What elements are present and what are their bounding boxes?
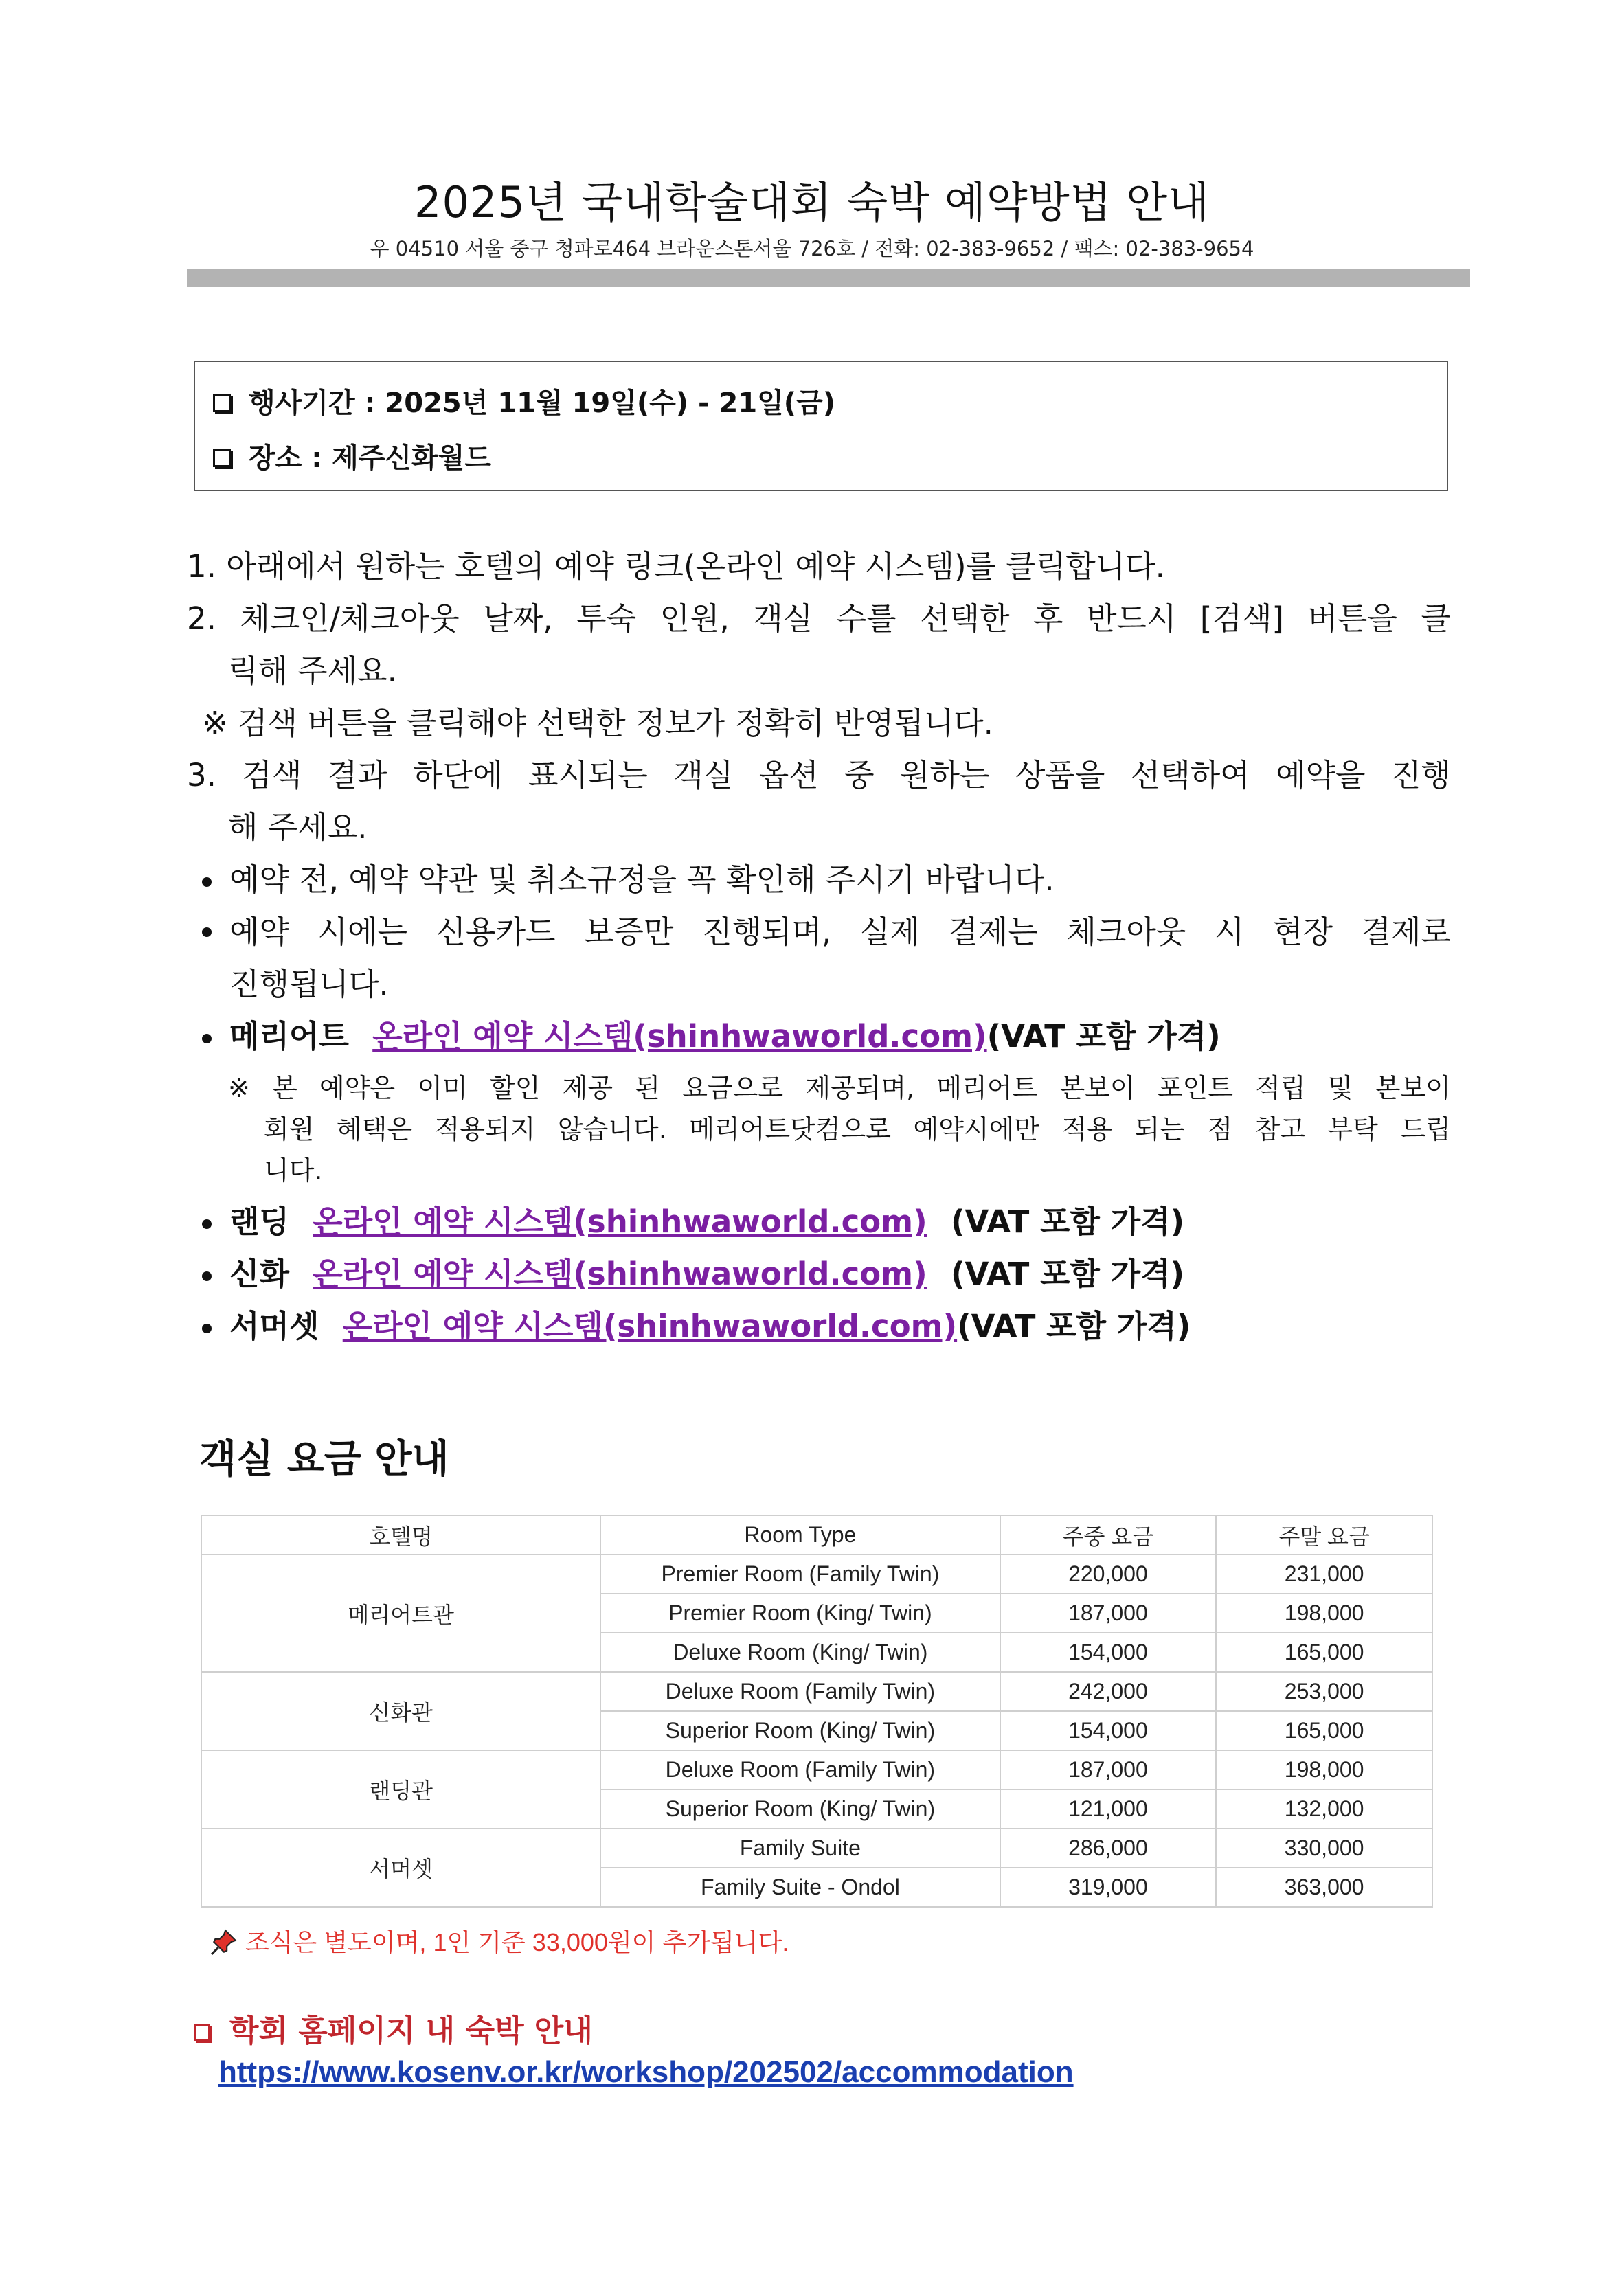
weekend-rate-cell: 198,000: [1216, 1594, 1432, 1633]
payment-note-word: 체크아웃: [1066, 914, 1186, 950]
event-info-box: [194, 361, 1448, 491]
header-weekday-rate: 주중 요금: [1000, 1515, 1217, 1555]
room-type-cell: Deluxe Room (King/ Twin): [600, 1633, 1000, 1672]
bullet-icon: [202, 1271, 212, 1281]
marriott-note-line-2: [264, 1116, 1451, 1142]
weekend-rate-cell: 231,000: [1216, 1555, 1432, 1594]
marriott-note-word: 포인트: [1157, 1073, 1233, 1103]
marriott-note-word: 메리어트: [936, 1073, 1038, 1103]
step-2-line-1: [187, 600, 1451, 637]
weekday-rate-cell: 220,000: [1000, 1555, 1217, 1594]
bullet-icon: [202, 1219, 212, 1229]
payment-note-word: 시에는: [317, 914, 407, 950]
room-type-cell: Superior Room (King/ Twin): [600, 1789, 1000, 1829]
header-room-type: Room Type: [600, 1515, 1000, 1555]
weekend-rate-cell: 330,000: [1216, 1829, 1432, 1868]
hotel-name-cell: 서머셋: [201, 1829, 600, 1907]
marriott-note-word: 메리어트닷컴으로: [689, 1114, 891, 1144]
shinhwa-link-row: 신화 온라인 예약 시스템(shinhwaworld.com) (VAT 포함 가격): [202, 1258, 1184, 1289]
marriott-note-word: 혜택은: [336, 1114, 413, 1144]
marriott-note-word: 점: [1207, 1114, 1233, 1144]
marriott-note-word: 않습니다.: [557, 1114, 667, 1144]
step-2-word: 클: [1421, 600, 1451, 637]
marriott-note-word: 및: [1327, 1073, 1353, 1103]
weekend-rate-cell: 132,000: [1216, 1789, 1432, 1829]
step-2-word: 후: [1033, 600, 1063, 637]
bullet-icon: [202, 1324, 212, 1333]
step-3-word: 객실: [673, 757, 734, 793]
landing-link-row: 랜딩 온라인 예약 시스템(shinhwaworld.com) (VAT 포함 가격): [202, 1206, 1184, 1237]
weekday-rate-cell: 242,000: [1000, 1672, 1217, 1711]
weekend-rate-cell: 198,000: [1216, 1750, 1432, 1789]
marriott-note-word: 제공되며,: [805, 1073, 915, 1103]
marriott-note-word: 본: [272, 1073, 297, 1103]
payment-note-word: 신용카드: [436, 914, 556, 950]
step-2-word: 체크인/체크아웃: [240, 600, 460, 637]
marriott-note-word: 예약시에만: [913, 1114, 1040, 1144]
room-type-cell: Superior Room (King/ Twin): [600, 1711, 1000, 1750]
room-type-cell: Premier Room (Family Twin): [600, 1555, 1000, 1594]
header-divider: [187, 269, 1470, 287]
payment-note-word: 보증만: [584, 914, 674, 950]
weekend-rate-cell: 253,000: [1216, 1672, 1432, 1711]
accommodation-heading: 학회 홈페이지 내 숙박 안내: [194, 2006, 593, 2050]
marriott-note-word: 제공: [562, 1073, 613, 1103]
header-hotel: 호텔명: [201, 1515, 600, 1555]
hotel-name-cell: 랜딩관: [201, 1750, 600, 1829]
marriott-note-word: ※: [228, 1073, 250, 1103]
payment-note-word: 실제: [859, 914, 920, 950]
bullet-terms: 예약 전, 예약 약관 및 취소규정을 꼭 확인해 주시기 바랍니다.: [202, 864, 1055, 895]
step-3-word: 검색: [242, 757, 302, 793]
payment-note-word: 예약: [229, 914, 289, 950]
marriott-note-word: 할인: [489, 1073, 541, 1103]
weekday-rate-cell: 121,000: [1000, 1789, 1217, 1829]
payment-note-word: 현장: [1272, 914, 1333, 950]
weekday-rate-cell: 154,000: [1000, 1711, 1217, 1750]
marriott-note-word: 이미: [417, 1073, 468, 1103]
bullet-payment-line-1: [202, 914, 1451, 950]
step-2-word: 인원,: [659, 600, 730, 637]
pushpin-icon: [210, 1927, 238, 1956]
step-2-word: 선택한: [920, 600, 1010, 637]
marriott-note-word: 부탁: [1327, 1114, 1378, 1144]
room-type-cell: Deluxe Room (Family Twin): [600, 1672, 1000, 1711]
weekday-rate-cell: 319,000: [1000, 1868, 1217, 1907]
weekday-rate-cell: 154,000: [1000, 1633, 1217, 1672]
payment-note-word: 진행되며,: [702, 914, 832, 950]
weekday-rate-cell: 187,000: [1000, 1594, 1217, 1633]
step-1: 1. 아래에서 원하는 호텔의 예약 링크(온라인 예약 시스템)를 클릭합니다.: [187, 548, 1165, 585]
room-type-cell: Family Suite - Ondol: [600, 1868, 1000, 1907]
step-2-line-2: 릭해 주세요.: [228, 653, 397, 689]
marriott-note-line-3: 니다.: [264, 1155, 323, 1186]
marriott-note-word: 드립: [1400, 1114, 1451, 1144]
somerset-booking-link[interactable]: 온라인 예약 시스템(shinhwaworld.com): [342, 1308, 958, 1344]
header-weekend-rate: 주말 요금: [1216, 1515, 1432, 1555]
weekday-rate-cell: 187,000: [1000, 1750, 1217, 1789]
step-3-line-2: 해 주세요.: [228, 809, 368, 846]
weekend-rate-cell: 165,000: [1216, 1711, 1432, 1750]
marriott-note-word: 참고: [1254, 1114, 1306, 1144]
table-header-row: [201, 1515, 1432, 1555]
somerset-link-row: 서머셋 온라인 예약 시스템(shinhwaworld.com)(VAT 포함 가격): [202, 1311, 1191, 1342]
landing-booking-link[interactable]: 온라인 예약 시스템(shinhwaworld.com): [313, 1203, 927, 1240]
accommodation-url-link[interactable]: https://www.kosenv.or.kr/workshop/202502/accommodation: [218, 2055, 1074, 2089]
step-3-word: 원하는: [900, 757, 990, 793]
hotel-name-cell: 신화관: [201, 1672, 600, 1750]
step-2-word: 투숙: [576, 600, 637, 637]
step-2-word: 수를: [836, 600, 896, 637]
step-3-word: 상품을: [1015, 757, 1105, 793]
step-2-word: 객실: [753, 600, 813, 637]
bullet-icon: [202, 877, 212, 887]
step-3-word: 예약을: [1276, 757, 1366, 793]
marriott-note-word: 적용되지: [434, 1114, 536, 1144]
room-type-cell: Family Suite: [600, 1829, 1000, 1868]
checkbox-bullet-icon: [194, 2024, 210, 2041]
payment-note-word: 결제로: [1361, 914, 1451, 950]
search-button-note: ※ 검색 버튼을 클릭해야 선택한 정보가 정확히 반영됩니다.: [202, 705, 993, 741]
marriott-note-word: 본보이: [1059, 1073, 1136, 1103]
marriott-note-word: 예약은: [319, 1073, 396, 1103]
table-row: [201, 1555, 1432, 1594]
event-period: 행사기간 : 2025년 11월 19일(수) - 21일(금): [213, 381, 835, 420]
step-2-word: 날짜,: [483, 600, 553, 637]
step-3-word: 표시되는: [528, 757, 648, 793]
checkbox-bullet-icon: [213, 449, 231, 467]
shinhwa-booking-link[interactable]: 온라인 예약 시스템(shinhwaworld.com): [313, 1256, 927, 1292]
hotel-name-cell: 메리어트관: [201, 1555, 600, 1672]
marriott-note-word: 요금으로: [682, 1073, 784, 1103]
table-row: [201, 1750, 1432, 1789]
step-3-word: 중: [844, 757, 875, 793]
step-2-word: 2.: [187, 600, 216, 637]
step-3-word: 3.: [187, 757, 216, 793]
marriott-note-word: 적립: [1255, 1073, 1306, 1103]
breakfast-note: 조식은 별도이며, 1인 기준 33,000원이 추가됩니다.: [210, 1923, 789, 1958]
checkbox-bullet-icon: [213, 394, 231, 412]
step-2-word: 반드시: [1087, 600, 1177, 637]
step-3-word: 하단에: [413, 757, 503, 793]
marriott-note-word: 되는: [1134, 1114, 1185, 1144]
payment-note-word: 결제는: [948, 914, 1038, 950]
table-row: [201, 1829, 1432, 1868]
room-type-cell: Premier Room (King/ Twin): [600, 1594, 1000, 1633]
weekend-rate-cell: 363,000: [1216, 1868, 1432, 1907]
step-3-line-1: [187, 757, 1451, 793]
table-row: [201, 1672, 1432, 1711]
payment-note-word: 시: [1214, 914, 1245, 950]
marriott-link-row: 메리어트 온라인 예약 시스템(shinhwaworld.com)(VAT 포함 가격): [202, 1021, 1221, 1052]
marriott-booking-link[interactable]: 온라인 예약 시스템(shinhwaworld.com): [372, 1018, 987, 1054]
marriott-note-line-1: [228, 1075, 1451, 1101]
step-3-word: 진행: [1390, 757, 1451, 793]
step-2-word: 버튼을: [1307, 600, 1397, 637]
room-rates-table: [201, 1515, 1433, 1908]
step-3-word: 옵션: [758, 757, 819, 793]
room-rates-title: 객실 요금 안내: [199, 1437, 449, 1482]
room-type-cell: Deluxe Room (Family Twin): [600, 1750, 1000, 1789]
bullet-payment-line-2: 진행됩니다.: [229, 966, 389, 1002]
step-3-word: 결과: [327, 757, 387, 793]
marriott-note-word: 적용: [1061, 1114, 1112, 1144]
weekend-rate-cell: 165,000: [1216, 1633, 1432, 1672]
step-3-word: 선택하여: [1130, 757, 1250, 793]
weekday-rate-cell: 286,000: [1000, 1829, 1217, 1868]
step-2-word: [검색]: [1199, 600, 1284, 637]
marriott-note-word: 된: [635, 1073, 660, 1103]
bullet-icon: [202, 927, 212, 937]
contact-address: 우 04510 서울 중구 청파로464 브라운스톤서울 726호 / 전화: 02-383-9652 / 팩스: 02-383-9654: [370, 237, 1254, 260]
marriott-note-word: 회원: [264, 1114, 315, 1144]
event-venue: 장소 : 제주신화월드: [213, 436, 491, 475]
page-title: 2025년 국내학술대회 숙박 예약방법 안내: [414, 177, 1210, 227]
marriott-note-word: 본보이: [1375, 1073, 1451, 1103]
bullet-icon: [202, 1034, 212, 1043]
